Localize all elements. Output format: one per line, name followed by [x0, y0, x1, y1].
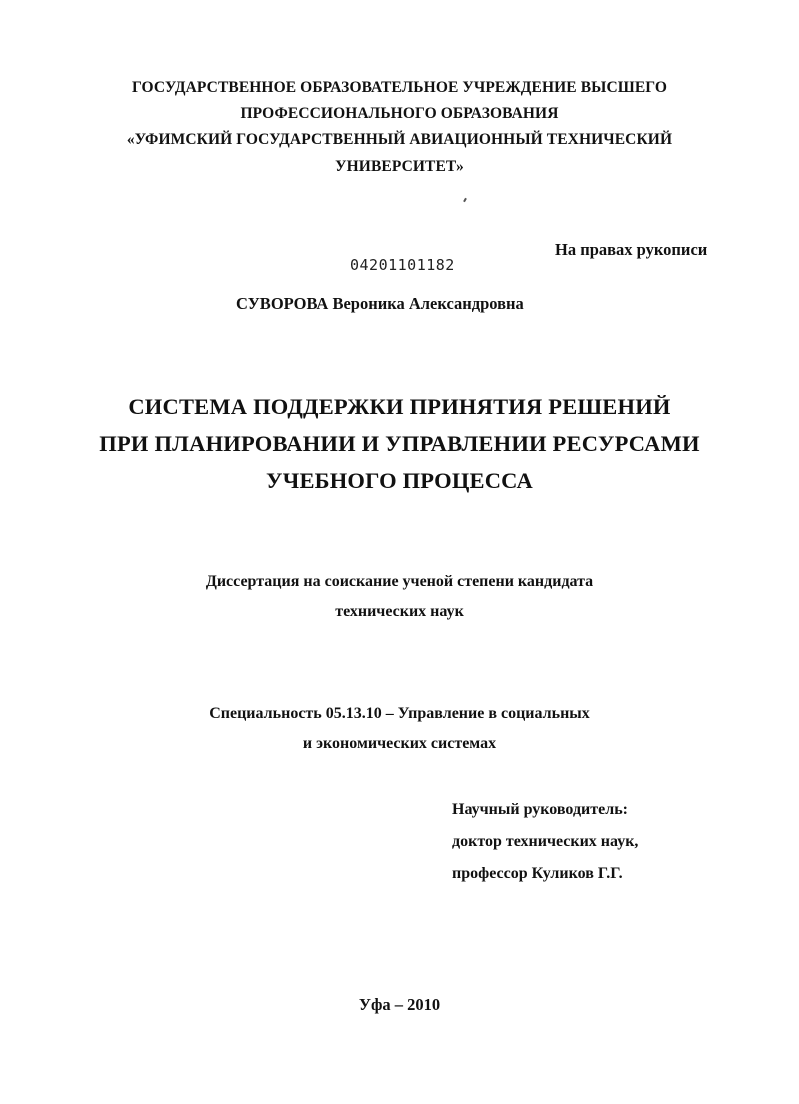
- title-line-3: УЧЕБНОГО ПРОЦЕССА: [266, 468, 533, 493]
- degree-line-2: технических наук: [335, 603, 464, 620]
- institution-line-2: ПРОФЕССИОНАЛЬНОГО ОБРАЗОВАНИЯ: [240, 105, 559, 122]
- specialty-line-2: и экономических системах: [302, 735, 497, 752]
- place-year: Уфа – 2010: [358, 995, 441, 1014]
- supervisor-degree: доктор технических наук,: [452, 833, 639, 850]
- supervisor-name: профессор Куликов Г.Г.: [452, 865, 623, 882]
- supervisor-label: Научный руководитель:: [452, 801, 628, 818]
- registry-number: 04201101182: [350, 256, 455, 274]
- title-line-2: ПРИ ПЛАНИРОВАНИИ И УПРАВЛЕНИИ РЕСУРСАМИ: [99, 431, 700, 456]
- institution-line-4: УНИВЕРСИТЕТ»: [335, 158, 464, 175]
- scan-speck: [463, 198, 467, 202]
- manuscript-note: На правах рукописи: [555, 240, 708, 259]
- institution-line-1: ГОСУДАРСТВЕННОЕ ОБРАЗОВАТЕЛЬНОЕ УЧРЕЖДЕНИЕ ВЫСШЕГО: [131, 79, 668, 96]
- specialty-line-1: Специальность 05.13.10 – Управление в социальных: [209, 705, 590, 722]
- author-name: СУВОРОВА Вероника Александровна: [236, 294, 524, 313]
- institution-line-3: «УФИМСКИЙ ГОСУДАРСТВЕННЫЙ АВИАЦИОННЫЙ ТЕХНИЧЕСКИЙ: [126, 131, 673, 148]
- title-line-1: СИСТЕМА ПОДДЕРЖКИ ПРИНЯТИЯ РЕШЕНИЙ: [128, 394, 671, 419]
- degree-line-1: Диссертация на соискание ученой степени кандидата: [205, 573, 594, 590]
